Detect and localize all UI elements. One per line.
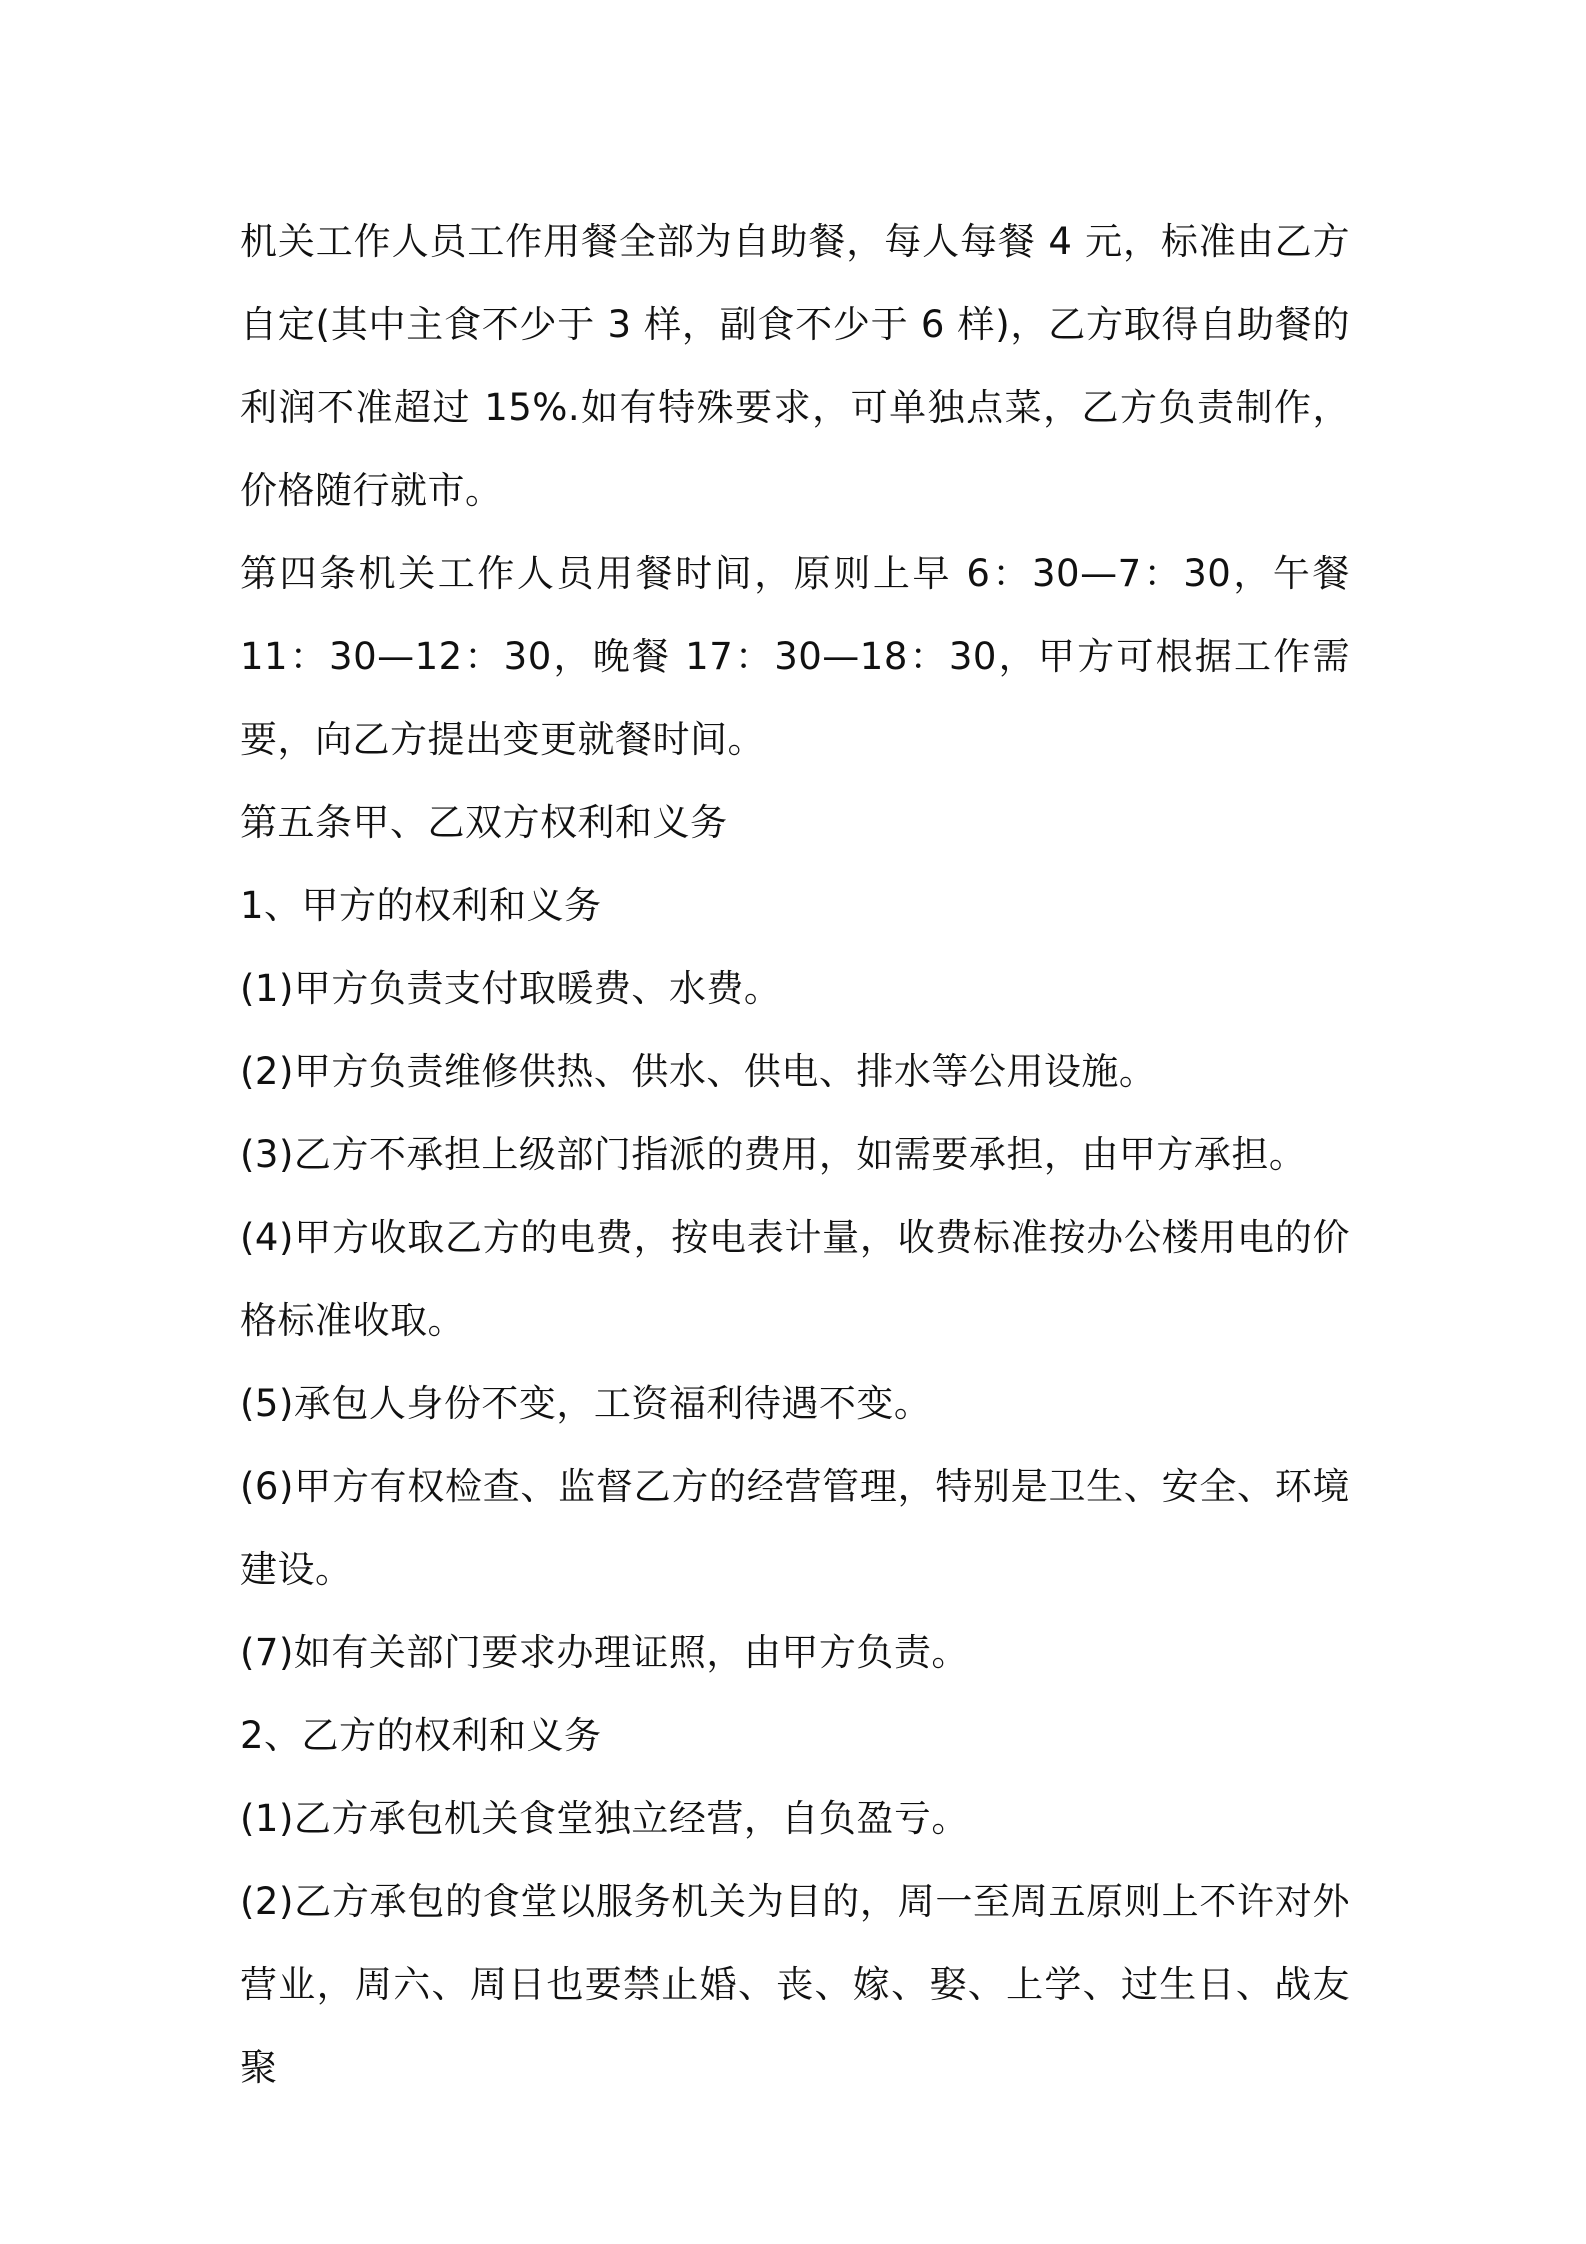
heading-party-b-rights: 2、乙方的权利和义务 [240, 1714, 602, 1757]
party-b-item-2: (2)乙方承包的食堂以服务机关为目的，周一至周五原则上不许对外营业，周六、周日也要禁止婚、丧、嫁、娶、上学、过生日、战友聚 [240, 1880, 1350, 2089]
party-a-item-4: (4)甲方收取乙方的电费，按电表计量，收费标准按办公楼用电的价格标准收取。 [240, 1216, 1350, 1342]
party-a-item-7: (7)如有关部门要求办理证照，由甲方负责。 [240, 1631, 969, 1674]
party-a-item-6: (6)甲方有权检查、监督乙方的经营管理，特别是卫生、安全、环境建设。 [240, 1465, 1350, 1591]
party-a-item-1: (1)甲方负责支付取暖费、水费。 [240, 967, 782, 1010]
document-page [240, 200, 1350, 2109]
party-a-item-3: (3)乙方不承担上级部门指派的费用，如需要承担，由甲方承担。 [240, 1133, 1307, 1176]
paragraph-canteen-meal-standard: 机关工作人员工作用餐全部为自助餐，每人每餐 4 元，标准由乙方自定(其中主食不少于 3 样，副食不少于 6 样)，乙方取得自助餐的利润不准超过 15%.如有特殊要求，可单独点菜，乙方负责制作，价格随行就市。 [240, 220, 1350, 512]
heading-article-5-rights-obligations: 第五条甲、乙双方权利和义务 [240, 801, 728, 844]
party-b-item-1: (1)乙方承包机关食堂独立经营，自负盈亏。 [240, 1797, 969, 1840]
heading-party-a-rights: 1、甲方的权利和义务 [240, 884, 602, 927]
paragraph-article-4-meal-times: 第四条机关工作人员用餐时间，原则上早 6：30—7：30，午餐 11：30—12：30，晚餐 17：30—18：30，甲方可根据工作需要，向乙方提出变更就餐时间。 [240, 552, 1350, 761]
party-a-item-2: (2)甲方负责维修供热、供水、供电、排水等公用设施。 [240, 1050, 1157, 1093]
party-a-item-5: (5)承包人身份不变，工资福利待遇不变。 [240, 1382, 932, 1425]
